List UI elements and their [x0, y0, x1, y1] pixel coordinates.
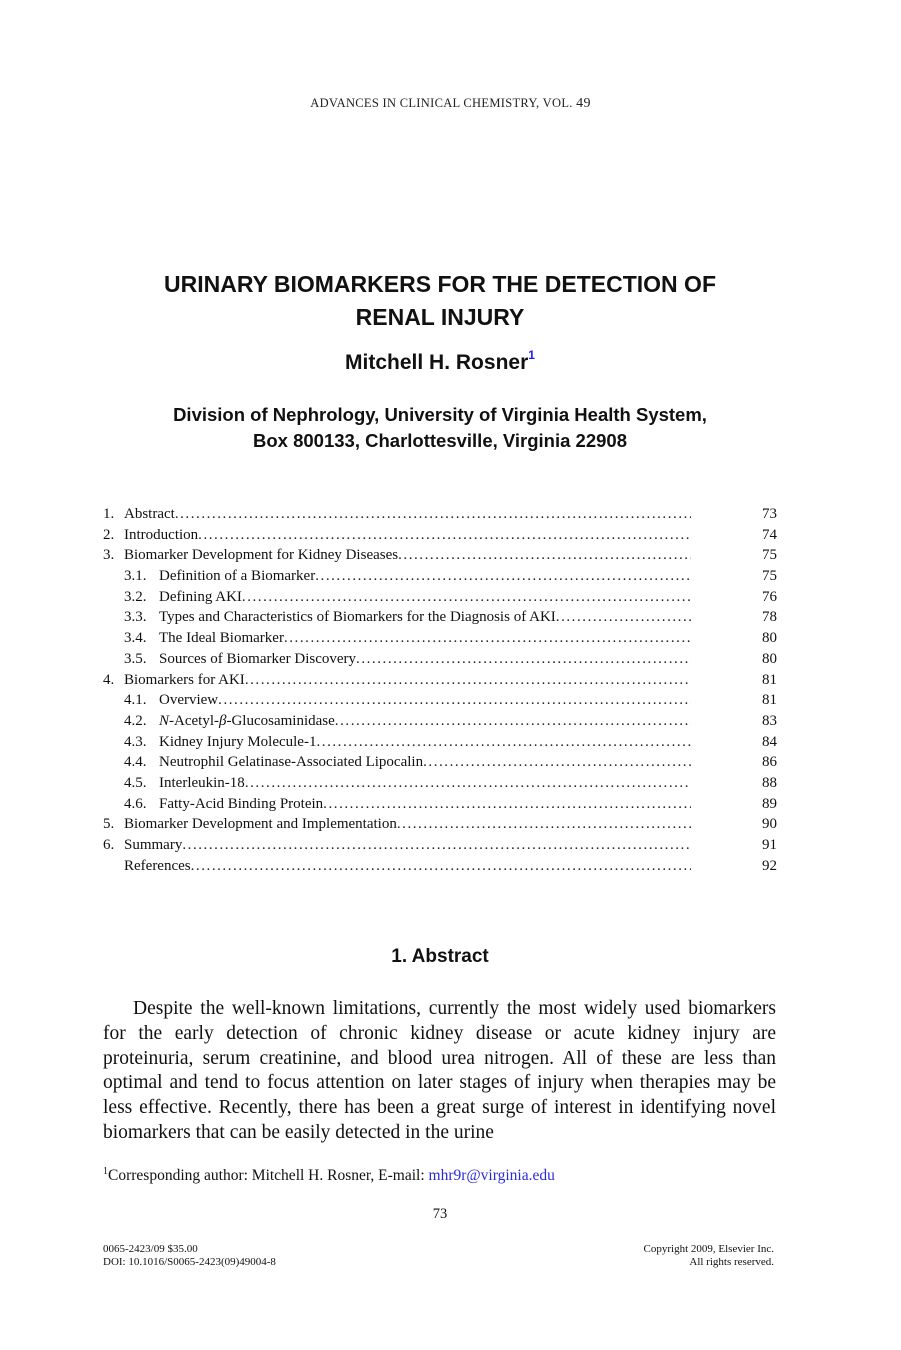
toc-entry-number: 4. [103, 671, 115, 688]
toc-entry-page: 80 [762, 650, 777, 667]
toc-entry[interactable] [103, 545, 777, 566]
running-head-text: ADVANCES IN CLINICAL CHEMISTRY, VOL. [310, 96, 573, 110]
toc-entry-subnumber: 3.1. [124, 568, 147, 585]
toc-leader [397, 814, 753, 835]
toc-entry[interactable] [103, 835, 777, 856]
toc-entry-page: 75 [762, 568, 777, 585]
toc-entry-page: 73 [762, 506, 777, 522]
toc-leader [182, 835, 753, 856]
toc-entry-subnumber: 3.4. [124, 630, 147, 647]
toc-entry[interactable] [103, 587, 777, 608]
toc-entry-page: 90 [762, 816, 777, 833]
author-footnote-mark[interactable]: 1 [528, 348, 535, 362]
toc-entry-label [124, 670, 245, 691]
toc-entry[interactable] [103, 504, 777, 525]
toc-entry-title: The Ideal Biomarker [159, 630, 284, 647]
toc-leader [191, 856, 753, 877]
abstract-body [103, 997, 776, 1146]
toc-entry-page: 84 [762, 733, 777, 750]
toc-entry-title: Introduction [124, 526, 199, 543]
toc-entry-label [124, 856, 191, 877]
toc-entry[interactable] [103, 670, 777, 691]
toc-leader [556, 607, 753, 628]
toc-entry-number: 5. [103, 816, 115, 833]
toc-entry[interactable] [103, 856, 777, 877]
email-link[interactable]: mhr9r@virginia.edu [428, 1167, 555, 1185]
footer-left [103, 1243, 276, 1269]
toc-entry-label [124, 545, 398, 566]
toc-entry-number: 6. [103, 837, 115, 853]
toc-entry-page: 91 [762, 837, 777, 853]
toc-entry-page: 75 [762, 547, 777, 564]
footnote-mark: 1 [103, 1166, 108, 1177]
toc-entry-number: 1. [103, 506, 115, 522]
toc-entry-label [124, 711, 335, 732]
toc-leader [245, 773, 753, 794]
toc-leader [198, 525, 753, 546]
toc-entry-subnumber: 4.1. [124, 692, 147, 709]
section-heading: 1. Abstract [391, 946, 489, 967]
toc-entry-label [124, 752, 423, 773]
toc-entry-number: 3. [103, 547, 115, 564]
toc-entry-page: 80 [762, 630, 777, 647]
toc-entry[interactable] [103, 794, 777, 815]
toc-entry-title: References [124, 857, 191, 874]
toc-entry-title: Biomarker Development and Implementation [124, 816, 397, 833]
toc-leader [335, 711, 753, 732]
rights: All rights reserved. [689, 1256, 774, 1268]
toc-entry-title: Biomarkers for AKI [124, 671, 245, 688]
footnote [103, 1166, 555, 1185]
toc-entry-title: Neutrophil Gelatinase-Associated Lipocalin [159, 754, 424, 771]
copyright: Copyright 2009, Elsevier Inc. [643, 1243, 774, 1255]
toc-entry[interactable] [103, 566, 777, 587]
toc-leader [398, 545, 753, 566]
toc-entry-label [124, 794, 323, 815]
toc-entry-page: 89 [762, 795, 777, 812]
toc-entry[interactable] [103, 814, 777, 835]
toc-entry-label [124, 628, 284, 649]
toc-leader [245, 670, 753, 691]
toc-entry-title: Sources of Biomarker Discovery [159, 650, 357, 667]
toc-entry[interactable] [103, 732, 777, 753]
toc-entry-number: 2. [103, 526, 115, 543]
toc-leader [218, 690, 753, 711]
toc-entry-label [124, 690, 218, 711]
doi: DOI: 10.1016/S0065-2423(09)49004-8 [103, 1256, 276, 1268]
issn-price: 0065-2423/09 $35.00 [103, 1243, 198, 1255]
running-head-volume: 49 [576, 96, 591, 111]
toc-entry-subnumber: 4.2. [124, 712, 147, 729]
toc-entry-label [124, 607, 556, 628]
running-head [0, 96, 901, 112]
footnote-text: Corresponding author: Mitchell H. Rosner, E-mail: [108, 1167, 429, 1185]
toc-entry-title: Summary [124, 837, 183, 853]
toc-entry-label [124, 773, 245, 794]
toc-entry-title: Interleukin-18 [159, 774, 245, 791]
table-of-contents [103, 504, 777, 876]
toc-entry-title: N-Acetyl-β-Glucosaminidase [159, 712, 335, 729]
toc-entry[interactable] [103, 628, 777, 649]
toc-entry-label [124, 732, 316, 753]
toc-entry-title: Biomarker Development for Kidney Diseases [124, 547, 399, 564]
toc-entry-label [124, 504, 175, 525]
toc-entry-label [124, 566, 315, 587]
toc-entry[interactable] [103, 649, 777, 670]
toc-entry-subnumber: 4.6. [124, 795, 147, 812]
toc-entry-label [124, 587, 242, 608]
toc-entry-subnumber: 4.4. [124, 754, 147, 771]
toc-entry[interactable] [103, 690, 777, 711]
toc-entry-page: 81 [762, 671, 777, 688]
abstract-paragraph: Despite the well-known limitations, currently the most widely used biomarkers for the early detection of chronic kidney disease or acute kidney injury are proteinuria, serum creatinine, and blood urea nitrogen. All of these are less than optimal and tend to focus attention on later stages of injury when therapies may be less effective. Recently, there has been a great surge of interest in identifying novel biomarkers that can be easily detected in the urine [103, 998, 776, 1143]
toc-entry[interactable] [103, 525, 777, 546]
toc-entry-label [124, 649, 356, 670]
affiliation [100, 402, 780, 454]
toc-leader [423, 752, 753, 773]
title-line-2: RENAL INJURY [355, 304, 525, 330]
toc-entry-subnumber: 3.3. [124, 609, 147, 626]
page-number: 73 [432, 1206, 448, 1222]
toc-entry[interactable] [103, 711, 777, 732]
toc-entry-title: Overview [159, 692, 219, 709]
toc-entry-page: 88 [762, 774, 777, 791]
toc-entry-page: 83 [762, 712, 777, 729]
toc-entry-subnumber: 4.5. [124, 774, 147, 791]
toc-entry-page: 92 [762, 857, 777, 874]
toc-entry-title: Abstract [124, 506, 175, 522]
toc-entry[interactable] [103, 773, 777, 794]
toc-entry-title: Types and Characteristics of Biomarkers for the Diagnosis of AKI [159, 609, 556, 626]
toc-entry-title: Kidney Injury Molecule-1 [159, 733, 317, 750]
toc-leader [315, 566, 753, 587]
toc-entry-label [124, 814, 397, 835]
toc-entry-subnumber: 4.3. [124, 733, 147, 750]
author-block [0, 350, 880, 375]
toc-entry-page: 78 [762, 609, 777, 626]
toc-leader [316, 732, 753, 753]
toc-entry[interactable] [103, 607, 777, 628]
affiliation-line-2: Box 800133, Charlottesville, Virginia 22908 [253, 430, 627, 451]
title-line-1: URINARY BIOMARKERS FOR THE DETECTION OF [163, 271, 716, 297]
toc-leader [323, 794, 753, 815]
toc-entry-title: Fatty-Acid Binding Protein [159, 795, 324, 812]
toc-leader [175, 504, 753, 525]
toc-entry-page: 76 [762, 588, 777, 605]
toc-entry-subnumber: 3.2. [124, 588, 147, 605]
toc-leader [284, 628, 753, 649]
toc-entry-subnumber: 3.5. [124, 650, 147, 667]
toc-entry-title: Definition of a Biomarker [159, 568, 316, 585]
toc-entry-page: 74 [762, 526, 777, 543]
toc-entry-page: 86 [762, 754, 777, 771]
toc-entry-label [124, 835, 182, 856]
toc-entry[interactable] [103, 752, 777, 773]
footer-right [644, 1243, 774, 1269]
affiliation-line-1: Division of Nephrology, University of Virginia Health System, [173, 404, 707, 425]
toc-entry-title: Defining AKI [159, 588, 242, 605]
toc-leader [242, 587, 753, 608]
article-title [100, 268, 780, 334]
toc-entry-label [124, 525, 198, 546]
toc-leader [356, 649, 753, 670]
author-name: Mitchell H. Rosner [345, 351, 529, 374]
toc-entry-page: 81 [762, 692, 777, 709]
